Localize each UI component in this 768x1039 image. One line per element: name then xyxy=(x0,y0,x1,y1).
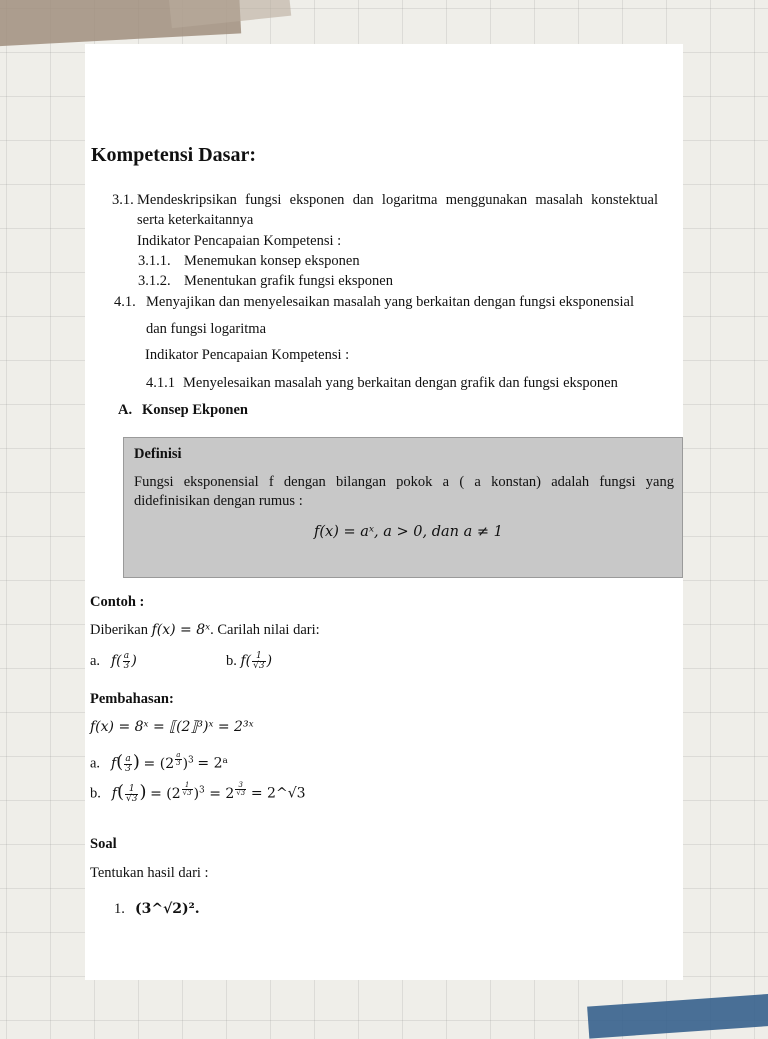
kd-31-number: 3.1. xyxy=(112,192,134,208)
soal-item-expression: (3^√2)². xyxy=(135,901,200,917)
example-given xyxy=(90,621,320,639)
kd-31-indicator-label: Indikator Pencapaian Kompetensi : xyxy=(137,233,342,249)
kd-41-indicator-label: Indikator Pencapaian Kompetensi : xyxy=(145,347,350,363)
item-label: a. xyxy=(90,653,101,669)
definition-title: Definisi xyxy=(134,446,182,462)
decorative-tape-bottom xyxy=(587,993,768,1038)
kd-31-line2: serta keterkaitannya xyxy=(137,212,254,228)
definition-line1: Fungsi eksponensial f dengan bilangan pokok a ( a konstan) adalah fungsi yang xyxy=(134,474,674,490)
kd-41-line1: Menyajikan dan menyelesaikan masalah yang berkaitan dengan fungsi eksponensial xyxy=(146,294,635,310)
solution-item-b: b. f( $\frac{1}{√3}$ ) = (2 $^{\frac{1}{√3}}$ )$^3$ = 2 $^{\frac{3}{√3}}$ = 2^√3 xyxy=(90,781,306,804)
item-label: b. xyxy=(226,653,237,669)
example-item-a: a. f( $\frac{a}{3}$ ) xyxy=(90,651,137,672)
soal-item-number: 1. xyxy=(114,901,125,917)
indicator-text: Menyelesaikan masalah yang berkaitan dengan grafik dan fungsi eksponen xyxy=(183,375,618,391)
item-label: b. xyxy=(90,785,101,802)
page-heading: Kompetensi Dasar: xyxy=(91,144,256,166)
example-given-prefix: Diberikan xyxy=(90,622,148,638)
example-given-suffix: . Carilah nilai dari: xyxy=(210,622,320,638)
example-label: Contoh : xyxy=(90,594,145,610)
fraction-denominator: √3 xyxy=(253,661,265,672)
indicator-number: 3.1.1. xyxy=(138,253,171,269)
soal-instruction: Tentukan hasil dari : xyxy=(90,865,209,881)
indicator-text: Menemukan konsep eksponen xyxy=(184,253,360,269)
section-letter: A. xyxy=(118,402,133,418)
solution-b-result: = 2^√3 xyxy=(250,785,306,802)
solution-line1: f(x) = 8ˣ = ⟦(2⟧³)ˣ = 2³ˣ xyxy=(90,719,254,735)
example-item-b: b. f( $\frac{1}{√3}$ ) xyxy=(226,651,273,672)
solution-a-result: = 2ᵃ xyxy=(197,755,228,772)
definition-box xyxy=(123,437,683,578)
solution-label: Pembahasan: xyxy=(90,691,174,707)
document-page xyxy=(85,44,683,980)
item-label: a. xyxy=(90,755,101,772)
indicator-text: Menentukan grafik fungsi eksponen xyxy=(184,273,393,289)
example-given-formula: f(x) = 8ˣ xyxy=(151,622,211,638)
fraction-numerator: 1 xyxy=(252,652,265,662)
kd-41-number: 4.1. xyxy=(114,294,136,310)
definition-line2: didefinisikan dengan rumus : xyxy=(134,493,303,509)
section-title: Konsep Ekponen xyxy=(142,402,248,418)
indicator-number: 3.1.2. xyxy=(138,273,171,289)
fraction-denominator: 3 xyxy=(123,661,130,672)
fraction-numerator: a xyxy=(123,651,130,662)
kd-41-line2: dan fungsi logaritma xyxy=(146,321,267,337)
solution-item-a: a. f( $\frac{a}{3}$ ) = (2 $^{\frac{a}{3}}$ )$^3$ = 2ᵃ xyxy=(90,751,228,774)
soal-label: Soal xyxy=(90,836,117,852)
indicator-number: 4.1.1 xyxy=(146,375,175,391)
definition-formula: f(x) = aˣ, a > 0, dan a ≠ 1 xyxy=(314,524,503,540)
kd-31-line1: Mendeskripsikan fungsi eksponen dan logaritma menggunakan masalah konstektual xyxy=(137,192,658,208)
